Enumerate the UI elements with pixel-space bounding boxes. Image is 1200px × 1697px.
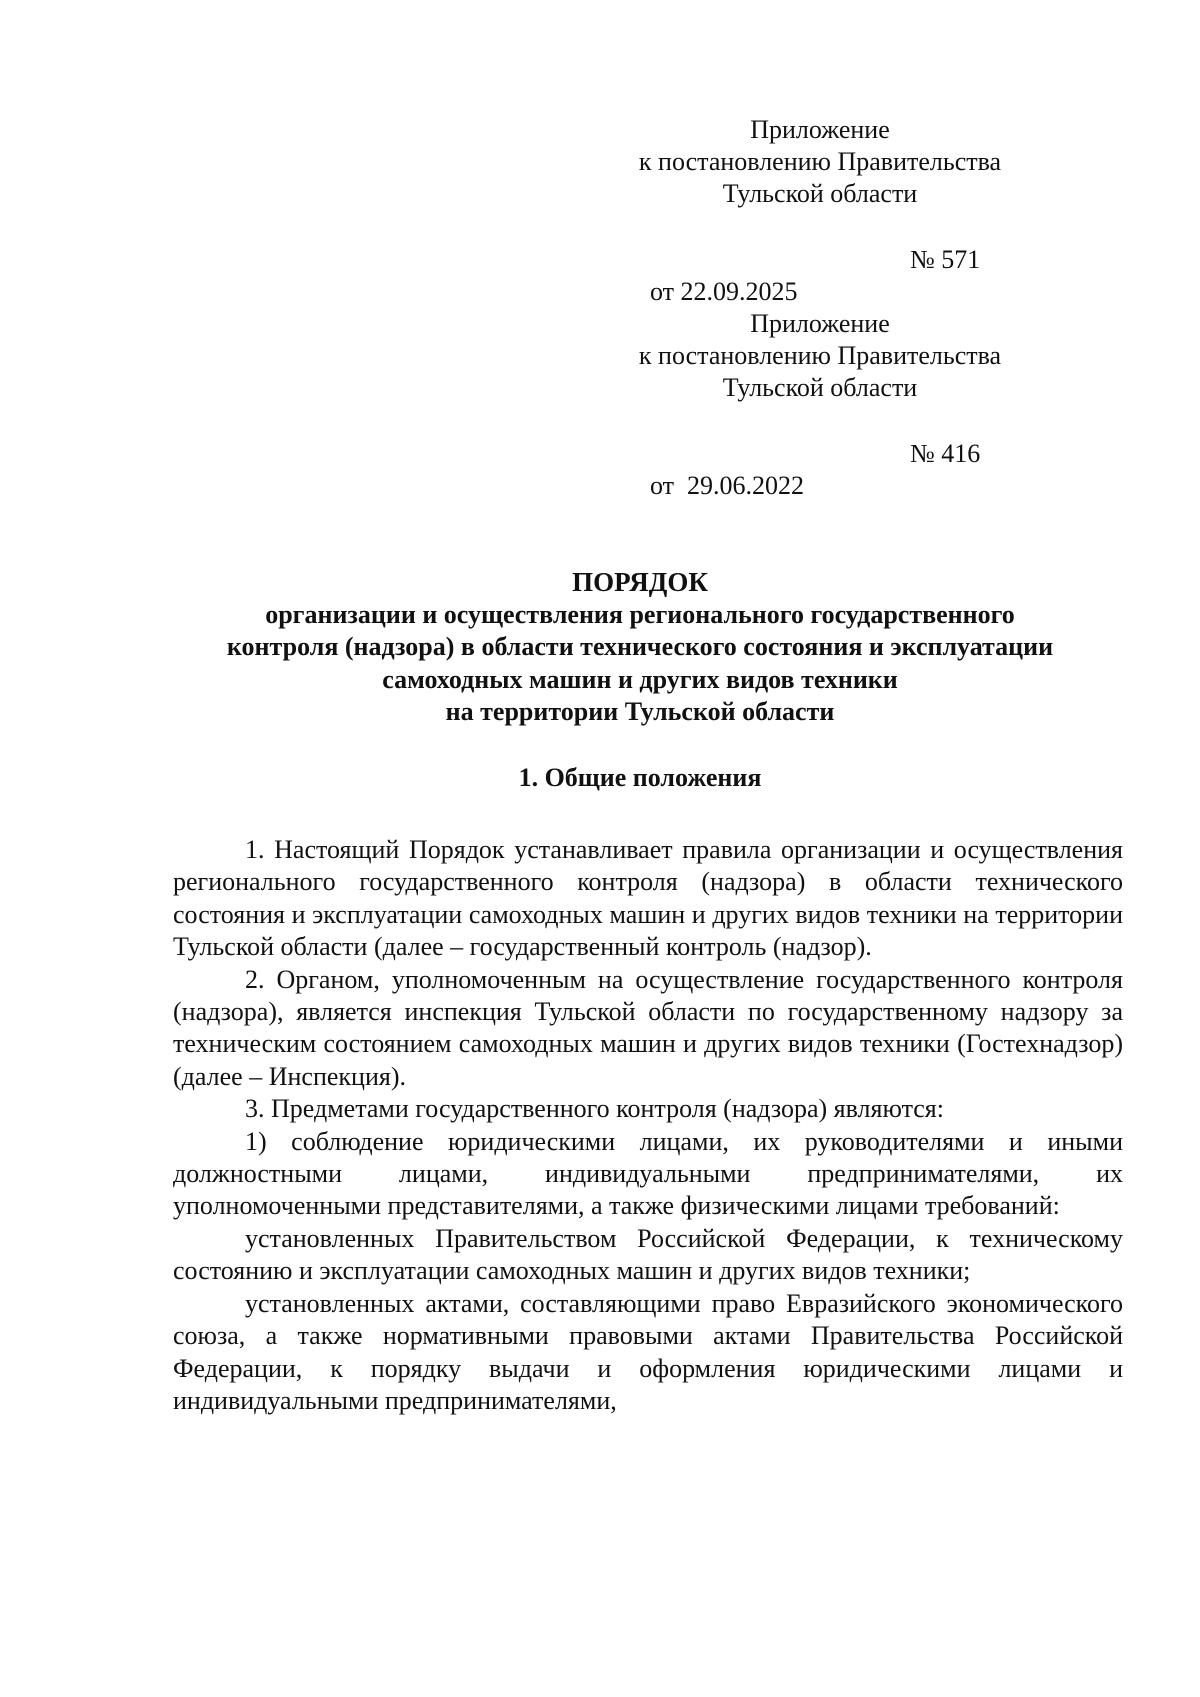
resolution-date-row-original: [624, 438, 981, 566]
appendix-label: Приложение: [750, 115, 890, 144]
resolution-date: от 22.09.2025: [650, 277, 798, 306]
appendix-resolution-ref: к постановлению Правительства: [638, 341, 1002, 370]
paragraph: установленных актами, составляющими право Евразийского экономического союза, а также нормативными правовыми актами Правительства Российской Федерации, к порядку выдачи и оформления юридическими лицами и индивидуальными предпринимателями,: [173, 1288, 1123, 1415]
paragraph: 1. Настоящий Порядок устанавливает правила организации и осуществления регионального государственного контроля (надзора) в области технического состояния и эксплуатации самоходных машин и других видов техники на территории Тульской области (далее – государственный контроль (надзор).: [173, 835, 1123, 962]
paragraph: 1) соблюдение юридическими лицами, их руководителями и иными должностными лицами, индивидуальными предпринимателями, их уполномоченными представителями, а также физическими лицами требований:: [173, 1126, 1123, 1221]
appendix-region: Тульской области: [722, 373, 918, 402]
resolution-number: № 571: [910, 245, 981, 274]
appendix-region: Тульской области: [722, 179, 918, 208]
resolution-date: от 29.06.2022: [650, 471, 805, 500]
title-line: организации и осуществления регионального государственного: [265, 599, 1015, 629]
document-body: [173, 834, 1123, 1417]
section-heading: 1. Общие положения: [518, 763, 762, 792]
paragraph: установленных Правительством Российской Федерации, к техническому состоянию и эксплуатации самоходных машин и других видов техники;: [173, 1223, 1123, 1286]
paragraph: 3. Предметами государственного контроля (надзора) являются:: [245, 1094, 944, 1124]
title-line: самоходных машин и других видов техники: [382, 664, 898, 694]
appendix-header-current: [600, 114, 1040, 210]
paragraph: 2. Органом, уполномоченным на осуществление государственного контроля (надзора), является инспекция Тульской области по государственному надзору за техническим состоянием самоходных машин и других видов техники (Гостехнадзор) (далее – Инспекция).: [173, 964, 1123, 1091]
title-main: ПОРЯДОК: [572, 567, 708, 597]
appendix-header-original: [600, 308, 1040, 404]
title-line: контроля (надзора) в области технического состояния и эксплуатации: [226, 632, 1054, 661]
appendix-label: Приложение: [750, 309, 890, 338]
resolution-number: № 416: [910, 439, 981, 468]
title-line: на территории Тульской области: [445, 697, 835, 726]
document-title: [160, 566, 1120, 729]
appendix-resolution-ref: к постановлению Правительства: [638, 147, 1002, 176]
